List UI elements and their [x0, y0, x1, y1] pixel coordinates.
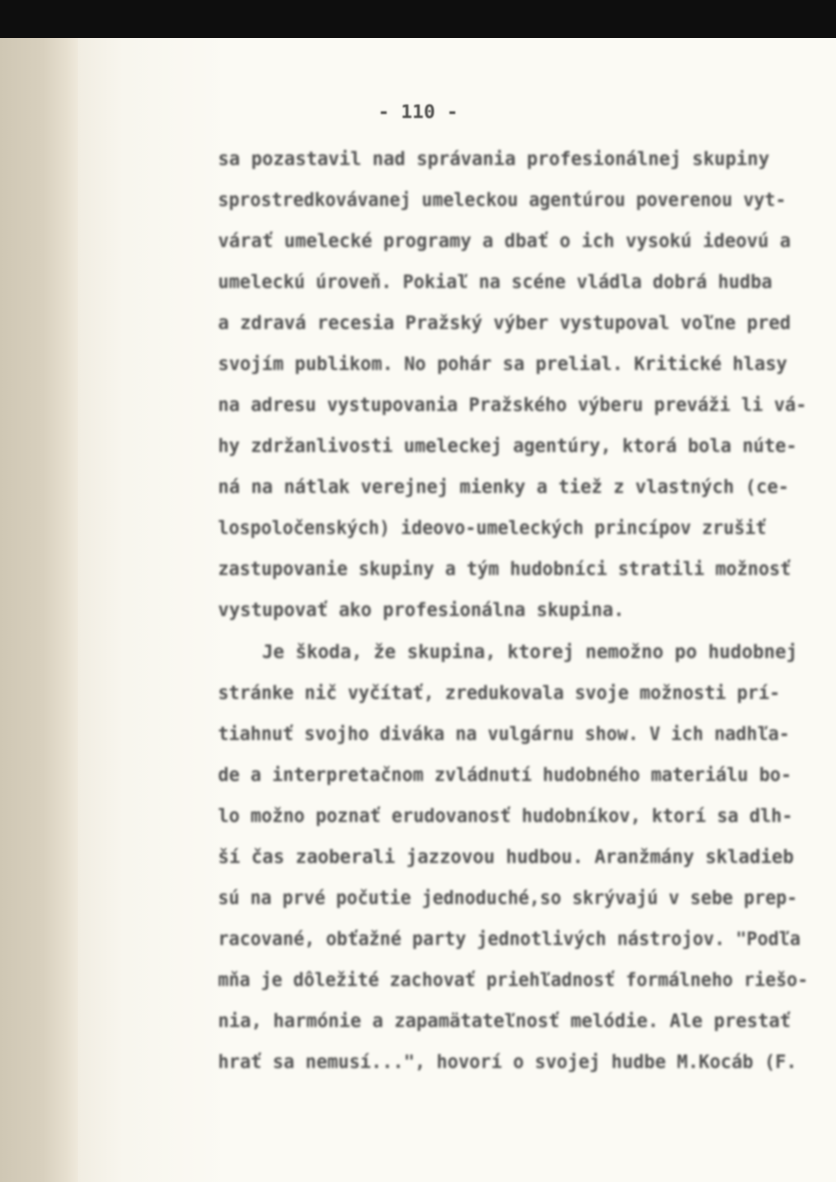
text-line: umeleckú úroveň. Pokiaľ na scéne vládla dobrá hudba [218, 271, 773, 293]
text-line: lospoločenských) ideovo-umeleckých princípov zrušiť [218, 517, 767, 539]
scan-top-border [0, 0, 836, 38]
text-line: lo možno poznať erudovanosť hudobníkov, ktorí sa dlh- [218, 805, 793, 827]
binding-margin [0, 38, 78, 1182]
text-line: na adresu vystupovania Pražského výberu preváži li vá- [218, 394, 807, 416]
text-line: hy zdržanlivosti umeleckej agentúry, ktorá bola núte- [218, 435, 797, 457]
text-line: a zdravá recesia Pražský výber vystupoval voľne pred [218, 312, 791, 334]
text-line: zastupovanie skupiny a tým hudobníci stratili možnosť [218, 558, 791, 580]
text-line: várať umelecké programy a dbať o ich vysokú ideovú a [218, 230, 791, 252]
text-line: ší čas zaoberali jazzovou hudbou. Aranžmány skladieb [218, 846, 794, 868]
text-line: vystupovať ako profesionálna skupina. [218, 599, 625, 621]
text-line: sprostredkovávanej umeleckou agentúrou poverenou vyt- [218, 189, 787, 211]
text-line: nia, harmónie a zapamätateľnosť melódie. Ale prestať [218, 1010, 791, 1032]
text-line: ná na nátlak verejnej mienky a tiež z vlastných (ce- [218, 476, 790, 498]
text-line: svojím publikom. No pohár sa prelial. Kritické hlasy [218, 353, 788, 375]
page-number: - 110 - [377, 101, 459, 123]
text-line: tiahnuť svojho diváka na vulgárnu show. V ich nadhľa- [218, 723, 790, 745]
text-line: hrať sa nemusí...", hovorí o svojej hudbe M.Kocáb (F. [218, 1051, 797, 1073]
text-line: sú na prvé počutie jednoduché,so skrývajú v sebe prep- [218, 887, 798, 909]
text-line: racované, obťažné party jednotlivých nástrojov. "Podľa [218, 928, 801, 950]
text-line: stránke nič vyčítať, zredukovala svoje možnosti prí- [218, 682, 781, 704]
text-line: mňa je dôležité zachovať priehľadnosť formálneho riešo- [218, 969, 809, 991]
text-line: de a interpretačnom zvládnutí hudobného materiálu bo- [218, 764, 792, 786]
text-line: Je škoda, že skupina, ktorej nemožno po hudobnej [262, 641, 798, 663]
text-line: sa pozastavil nad správania profesionálnej skupiny [218, 148, 770, 170]
